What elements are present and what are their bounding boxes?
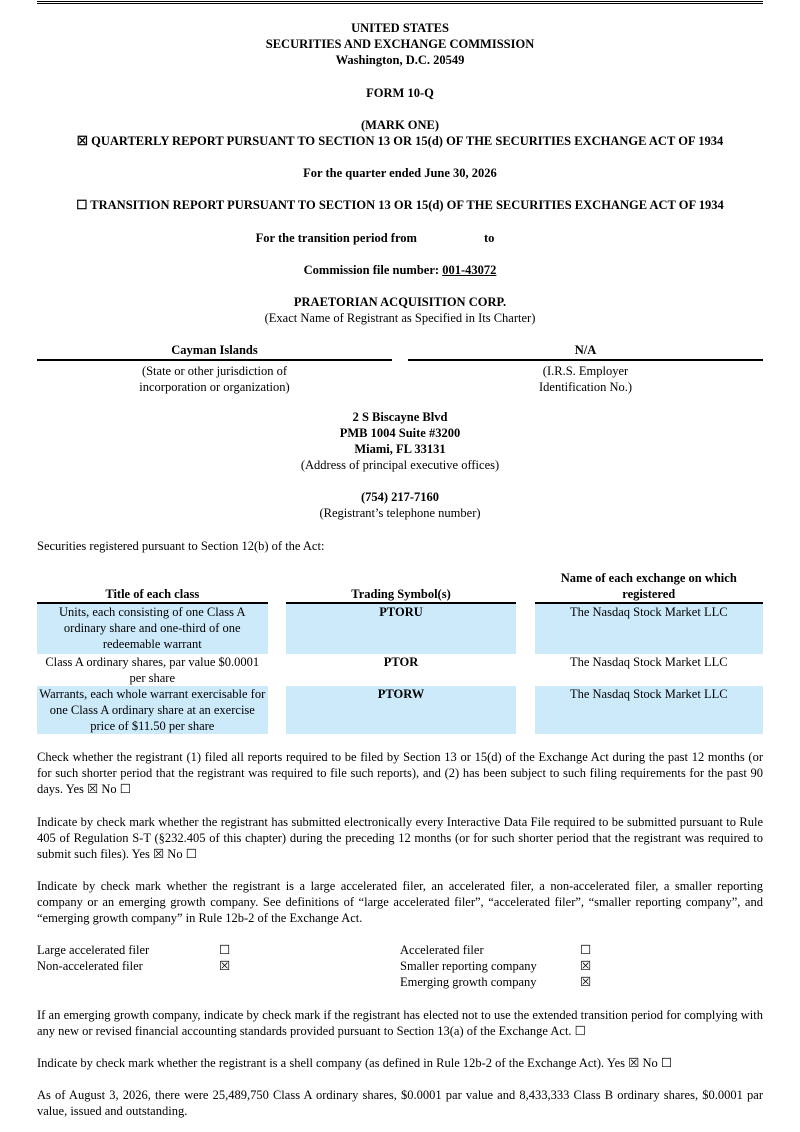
shell-company-paragraph xyxy=(37,1055,763,1071)
header-exchange-name: Name of each exchange on which registered xyxy=(535,570,763,604)
header-title-of-class: Title of each class xyxy=(37,570,268,604)
jurisdiction-row xyxy=(37,342,763,395)
filer-status-paragraph xyxy=(37,878,763,926)
exchange-name: The Nasdaq Stock Market LLC xyxy=(569,655,728,669)
emerging-growth-checkbox[interactable]: ☒ xyxy=(580,975,592,989)
top-rule xyxy=(37,1,763,4)
large-accelerated-label: Large accelerated filer xyxy=(37,943,150,957)
commission-file xyxy=(37,262,763,278)
security-title: Class A ordinary shares, par value $0.0001 per share xyxy=(45,655,260,685)
phone-number: (754) 217-7160 xyxy=(360,490,440,504)
form-title: FORM 10-Q xyxy=(366,86,434,100)
paragraph-text: Indicate by check mark whether the registrant is a shell company (as defined in Rule 12b-2 of the Exchange Act). Yes ☒ No ☐ xyxy=(37,1056,673,1070)
address-caption: (Address of principal executive offices) xyxy=(300,458,500,472)
non-accelerated-checkbox[interactable]: ☒ xyxy=(219,959,231,973)
header-line-3: Washington, D.C. 20549 xyxy=(335,53,465,67)
employer-id-caption: (I.R.S. Employer xyxy=(542,364,629,378)
securities-table xyxy=(37,570,763,734)
reporting-compliance-paragraph xyxy=(37,749,763,797)
interactive-data-paragraph xyxy=(37,814,763,862)
jurisdiction-caption-2: incorporation or organization) xyxy=(139,380,290,394)
security-title: Units, each consisting of one Class A ordinary share and one-third of one redeemable warrant xyxy=(37,604,268,654)
non-accelerated-label: Non-accelerated filer xyxy=(37,959,143,973)
address-line-3: Miami, FL 33131 xyxy=(354,442,446,456)
employer-id-value: N/A xyxy=(408,342,763,361)
shares-outstanding-paragraph xyxy=(37,1087,763,1119)
exchange-name: The Nasdaq Stock Market LLC xyxy=(535,604,763,654)
filer-status-grid xyxy=(37,942,763,990)
address-line-2: PMB 1004 Suite #3200 xyxy=(339,426,461,440)
phone-block xyxy=(37,489,763,521)
paragraph-text: As of August 3, 2026, there were 25,489,750 Class A ordinary shares, $0.0001 par value and 8,433,333 Class B ordinary shares, $0.0001 par value, issued and outstanding. xyxy=(37,1088,763,1118)
table-row xyxy=(37,604,763,654)
paragraph-text: Check whether the registrant (1) filed all reports required to be filed by Section 13 or 15(d) of the Exchange Act during the past 12 months (or for such shorter period that the registrant was required to file such reports), and (2) has been subject to such filing requirements for the past 90 days. Yes ☒ No ☐ xyxy=(37,750,763,796)
header-trading-symbol: Trading Symbol(s) xyxy=(286,570,515,604)
paragraph-text: Indicate by check mark whether the registrant is a large accelerated filer, an accelerated filer, a non-accelerated filer, a smaller reporting company or an emerging growth company. See definitions of “large accelerated filer”, “accelerated filer”, “smaller reporting company”, and “emerging growth company” in Rule 12b-2 of the Exchange Act. xyxy=(37,879,763,925)
employer-id-block xyxy=(408,342,763,395)
jurisdiction-block xyxy=(37,342,392,395)
address-line-1: 2 S Biscayne Blvd xyxy=(352,410,448,424)
security-title: Warrants, each whole warrant exercisable for one Class A ordinary share at an exercise price of $11.50 per share xyxy=(37,686,268,734)
paragraph-text: If an emerging growth company, indicate by check mark if the registrant has elected not to use the extended transition period for complying with any new or revised financial accounting standards provided pursuant to Section 13(a) of the Exchange Act. ☐ xyxy=(37,1008,763,1038)
commission-number: 001-43072 xyxy=(442,263,497,277)
commission-label: Commission file number: xyxy=(303,263,443,277)
trading-symbol: PTOR xyxy=(383,655,419,669)
quarterly-report-line: ☒ QUARTERLY REPORT PURSUANT TO SECTION 13 OR 15(d) OF THE SECURITIES EXCHANGE ACT OF 1934 xyxy=(76,134,724,148)
smaller-reporting-checkbox[interactable]: ☒ xyxy=(580,959,592,973)
mark-one: (MARK ONE) xyxy=(360,118,440,132)
transition-to-label: to xyxy=(483,231,495,245)
emerging-growth-paragraph xyxy=(37,1007,763,1039)
address-block xyxy=(37,409,763,473)
table-row xyxy=(37,686,763,734)
emerging-growth-label: Emerging growth company xyxy=(400,975,537,989)
jurisdiction-value: Cayman Islands xyxy=(37,342,392,361)
securities-intro: Securities registered pursuant to Section 12(b) of the Act: xyxy=(37,539,325,553)
phone-caption: (Registrant’s telephone number) xyxy=(319,506,481,520)
accelerated-label: Accelerated filer xyxy=(400,943,484,957)
exchange-name: The Nasdaq Stock Market LLC xyxy=(535,686,763,734)
quarter-ended: For the quarter ended June 30, 2026 xyxy=(303,166,497,180)
transition-report-line: ☐ TRANSITION REPORT PURSUANT TO SECTION 13 OR 15(d) OF THE SECURITIES EXCHANGE ACT OF 1934 xyxy=(76,198,724,212)
jurisdiction-caption: (State or other jurisdiction of xyxy=(141,364,288,378)
transition-period xyxy=(37,230,763,246)
securities-header-row xyxy=(37,570,763,604)
header-line-1: UNITED STATES xyxy=(351,21,449,35)
smaller-reporting-label: Smaller reporting company xyxy=(400,959,537,973)
employer-id-caption-2: Identification No.) xyxy=(538,380,633,394)
trading-symbol: PTORW xyxy=(286,686,515,734)
transition-from-label: For the transition period from xyxy=(255,231,417,245)
registrant-name: PRAETORIAN ACQUISITION CORP. xyxy=(293,295,507,309)
header-line-2: SECURITIES AND EXCHANGE COMMISSION xyxy=(265,37,535,51)
trading-symbol: PTORU xyxy=(286,604,515,654)
large-accelerated-checkbox[interactable]: ☐ xyxy=(219,943,231,957)
paragraph-text: Indicate by check mark whether the registrant has submitted electronically every Interactive Data File required to be submitted pursuant to Rule 405 of Regulation S-T (§232.405 of this chapter) during the preceding 12 months (or for such shorter period that the registrant was required to submit such files). Yes ☒ No ☐ xyxy=(37,815,763,861)
registrant-caption: (Exact Name of Registrant as Specified in Its Charter) xyxy=(264,311,536,325)
table-row xyxy=(37,654,763,686)
accelerated-checkbox[interactable]: ☐ xyxy=(580,943,592,957)
agency-header xyxy=(37,20,763,68)
